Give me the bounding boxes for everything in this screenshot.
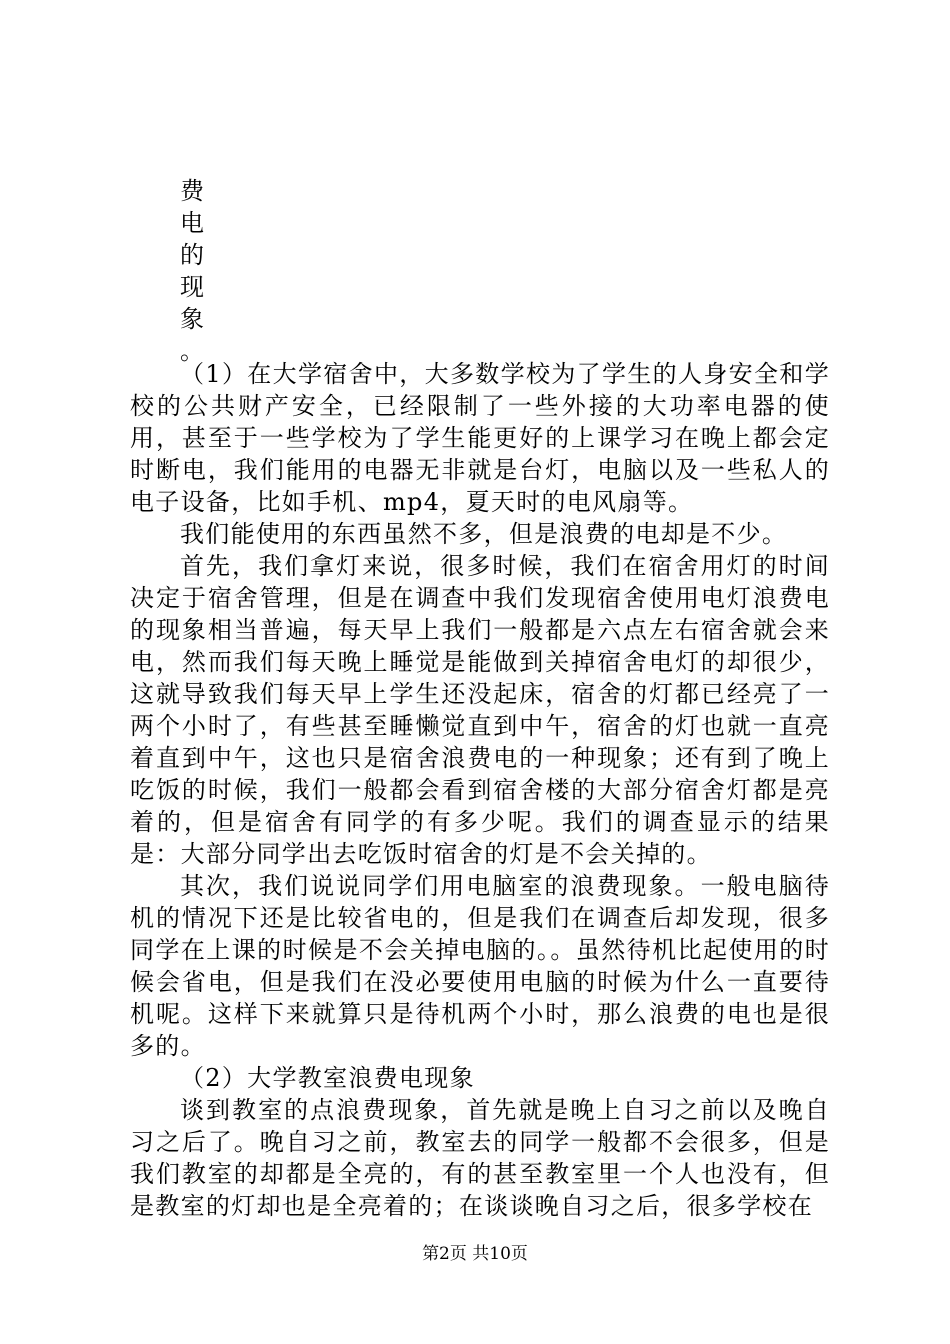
paragraph-dormitory-intro: （1）在大学宿舍中，大多数学校为了学生的人身安全和学校的公共财产安全，已经限制了一些外接的大功率电器的使用，甚至于一些学校为了学生能更好的上课学习在晚上都会定时断电，我们能用的电器无非就是台灯，电脑以及一些私人的电子设备，比如手机、mp4，夏天时的电风扇等。 <box>130 360 830 516</box>
vertical-char: 费 <box>180 177 204 205</box>
vertical-char: 现 <box>180 273 204 301</box>
paragraph-computers: 其次，我们说说同学们用电脑室的浪费现象。一般电脑待机的情况下还是比较省电的，但是我们在调查后却发现，很多同学在上课的时候是不会关掉电脑的。。虽然待机比起使用的时候会省电，但是我们在没必要使用电脑的时候为什么一直要待机呢。这样下来就算只是待机两个小时，那么浪费的电也是很多的。 <box>130 872 830 1060</box>
paragraph-waste-summary: 我们能使用的东西虽然不多，但是浪费的电却是不少。 <box>180 520 788 548</box>
vertical-text-fragment <box>180 175 210 367</box>
body-text <box>130 358 830 1222</box>
paragraph-lights: 首先，我们拿灯来说，很多时候，我们在宿舍用灯的时间决定于宿舍管理，但是在调查中我们发现宿舍使用电灯浪费电的现象相当普遍，每天早上我们一般都是六点左右宿舍就会来电，然而我们每天晚上睡觉是能做到关掉宿舍电灯的却很少，这就导致我们每天早上学生还没起床，宿舍的灯都已经亮了一两个小时了，有些甚至睡懒觉直到中午，宿舍的灯也就一直亮着直到中午，这也只是宿舍浪费电的一种现象；还有到了晚上吃饭的时候，我们一般都会看到宿舍楼的大部分宿舍灯都是亮着的，但是宿舍有同学的有多少呢。我们的调查显示的结果是：大部分同学出去吃饭时宿舍的灯是不会关掉的。 <box>130 552 830 868</box>
paragraph-classroom: 谈到教室的点浪费现象，首先就是晚上自习之前以及晚自习之后了。晚自习之前，教室去的同学一般都不会很多，但是我们教室的却都是全亮的，有的甚至教室里一个人也没有，但是教室的灯却也是全亮着的；在谈谈晚自习之后，很多学校在 <box>130 1096 830 1220</box>
section-heading-classroom: （2）大学教室浪费电现象 <box>180 1064 475 1092</box>
vertical-char: 电 <box>180 209 204 237</box>
vertical-char: 象 <box>180 305 204 333</box>
vertical-char: 。 <box>180 337 204 365</box>
vertical-char: 的 <box>180 241 204 269</box>
page-number-footer: 第2页 共10页 <box>422 1244 528 1264</box>
